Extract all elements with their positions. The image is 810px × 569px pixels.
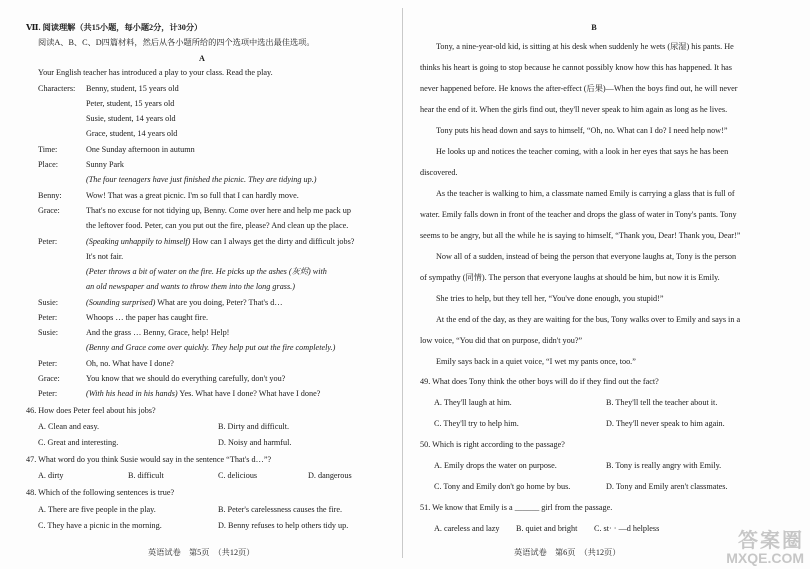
right-page — [404, 0, 810, 569]
instruction: 阅读A、B、C、D四篇材料，然后从各小题所给的四个选项中选出最佳选项。 — [38, 38, 315, 47]
option-50c[interactable]: C. Tony and Emily don't go home by bus. — [434, 482, 571, 491]
passage-line: low voice, “You did that on purpose, didn't you?” — [420, 336, 583, 345]
passage-a-title: A — [199, 54, 205, 63]
watermark-logo — [726, 531, 804, 565]
option-47a[interactable]: A. dirty — [38, 471, 64, 480]
stage-direction-inline: (With his head in his hands) — [86, 389, 178, 398]
passage-line: Tony, a nine-year-old kid, is sitting at his desk when suddenly he wets (尿湿) his pants. He — [436, 42, 734, 51]
place-value: Sunny Park — [86, 160, 124, 169]
speaker-label: Peter: — [38, 389, 58, 398]
passage-line: She tries to help, but they tell her, “You've done enough, you stupid!” — [436, 294, 664, 303]
option-49c[interactable]: C. They'll try to help him. — [434, 419, 519, 428]
option-46c[interactable]: C. Great and interesting. — [38, 438, 119, 447]
dialogue-text: How can I always get the dirty and difficult jobs? — [190, 237, 355, 246]
stage-direction: an old newspaper and wants to throw them into the long grass.) — [86, 282, 295, 291]
option-49a[interactable]: A. They'll laugh at him. — [434, 398, 512, 407]
dialogue-line: Wow! That was a great picnic. I'm so full that I can hardly move. — [86, 191, 299, 200]
speaker-label: Susie: — [38, 328, 59, 337]
option-46a[interactable]: A. Clean and easy. — [38, 422, 100, 431]
speaker-label: Grace: — [38, 206, 60, 215]
speaker-label: Peter: — [38, 237, 58, 246]
stage-direction-inline: (Speaking unhappily to himself) — [86, 237, 191, 246]
passage-b-title: B — [591, 23, 597, 32]
speaker-label: Grace: — [38, 374, 60, 383]
passage-line: seems to be angry, but all the while he is saying to himself, “Thank you, Dear! Thank you, Dear!” — [420, 231, 741, 240]
question-50: 50. Which is right according to the passage? — [420, 440, 565, 449]
option-51a[interactable]: A. careless and lazy — [434, 524, 500, 533]
stage-direction: (Benny and Grace come over quickly. They help put out the fire completely.) — [86, 343, 336, 352]
watermark-text: 答案圈 — [738, 530, 804, 552]
option-50a[interactable]: A. Emily drops the water on purpose. — [434, 461, 557, 470]
option-47c[interactable]: C. delicious — [218, 471, 258, 480]
dialogue-line: Whoops … the paper has caught fire. — [86, 313, 209, 322]
speaker-label: Susie: — [38, 298, 59, 307]
option-48d[interactable]: D. Benny refuses to help others tidy up. — [218, 521, 349, 530]
place-label: Place: — [38, 160, 59, 169]
option-51c[interactable]: C. st· · —d helpless — [594, 524, 660, 533]
dialogue-line: the leftover food. Peter, can you put out the fire, please? And clean up the place. — [86, 221, 349, 230]
passage-line: hear the end of it. When the girls find out, they'll never speak to him again as long as he lives. — [420, 105, 728, 114]
section-heading: Ⅶ. 阅读理解（共15小题，每小题2分，计30分） — [26, 23, 203, 32]
option-50b[interactable]: B. Tony is really angry with Emily. — [606, 461, 722, 470]
dialogue-text: Yes. What have I done? What have I done? — [177, 389, 321, 398]
passage-intro: Your English teacher has introduced a play to your class. Read the play. — [38, 68, 273, 77]
stage-direction-inline: (Sounding surprised) — [86, 298, 156, 307]
question-46: 46. How does Peter feel about his jobs? — [26, 406, 156, 415]
option-49b[interactable]: B. They'll tell the teacher about it. — [606, 398, 718, 407]
passage-line: of sympathy (同情). The person that everyone laughs at should be him, but now it is Emily. — [420, 273, 720, 282]
dialogue-line: You know that we should do everything carefully, don't you? — [86, 374, 286, 383]
page-footer: 英语试卷 第5页 （共12页） — [148, 548, 255, 557]
stage-direction: (Peter throws a bit of water on the fire. He picks up the ashes (灰烬) with — [86, 267, 327, 276]
speaker-label: Benny: — [38, 191, 62, 200]
question-47: 47. What word do you think Susie would say in the sentence “That's d…”? — [26, 455, 272, 464]
character-line: Peter, student, 15 years old — [86, 99, 175, 108]
option-50d[interactable]: D. Tony and Emily aren't classmates. — [606, 482, 728, 491]
option-47d[interactable]: D. dangerous — [308, 471, 352, 480]
stage-direction: (The four teenagers have just finished the picnic. They are tidying up.) — [86, 175, 317, 184]
passage-line: discovered. — [420, 168, 458, 177]
dialogue-text: What are you doing, Peter? That's d… — [155, 298, 283, 307]
passage-line: water. Emily falls down in front of the teacher and drops the glass of water in Tony's pants. Tony — [420, 210, 737, 219]
dialogue-line — [86, 299, 283, 307]
question-49: 49. What does Tony think the other boys will do if they find out the fact? — [420, 377, 659, 386]
dialogue-line: And the grass … Benny, Grace, help! Help! — [86, 328, 230, 337]
question-48: 48. Which of the following sentences is true? — [26, 488, 175, 497]
character-line: Benny, student, 15 years old — [86, 84, 179, 93]
option-48b[interactable]: B. Peter's carelessness causes the fire. — [218, 505, 343, 514]
left-page — [0, 0, 404, 569]
option-48a[interactable]: A. There are five people in the play. — [38, 505, 156, 514]
speaker-label: Peter: — [38, 359, 58, 368]
passage-line: He looks up and notices the teacher coming, with a look in her eyes that says he has been — [436, 147, 729, 156]
character-line: Susie, student, 14 years old — [86, 114, 176, 123]
speaker-label: Peter: — [38, 313, 58, 322]
dialogue-line — [86, 238, 354, 246]
passage-line: Emily says back in a quiet voice, “I wet my pants once, too.” — [436, 357, 636, 366]
passage-line: never happened before. He knows the after-effect (后果)—When the boys find out, he will never — [420, 84, 738, 93]
passage-line: Now all of a sudden, instead of being the person that everyone laughs at, Tony is the person — [436, 252, 737, 261]
passage-line: thinks his heart is going to stop because he cannot possibly know how this has happened. It has — [420, 63, 732, 72]
dialogue-line: Oh, no. What have I done? — [86, 359, 174, 368]
page-footer: 英语试卷 第6页 （共12页） — [514, 548, 621, 557]
dialogue-line: It's not fair. — [86, 252, 124, 261]
dialogue-line — [86, 390, 320, 398]
option-47b[interactable]: B. difficult — [128, 471, 164, 480]
watermark-url: MXQE.COM — [726, 550, 804, 566]
time-label: Time: — [38, 145, 58, 154]
option-51b[interactable]: B. quiet and bright — [516, 524, 578, 533]
option-48c[interactable]: C. They have a picnic in the morning. — [38, 521, 162, 530]
option-46b[interactable]: B. Dirty and difficult. — [218, 422, 290, 431]
passage-line: Tony puts his head down and says to himself, “Oh, no. What can I do? I need help now!” — [436, 126, 728, 135]
dialogue-line: That's no excuse for not tidying up, Benny. Come over here and help me pack up — [86, 206, 351, 215]
character-line: Grace, student, 14 years old — [86, 129, 178, 138]
passage-line: As the teacher is walking to him, a classmate named Emily is carrying a glass that is full of — [436, 189, 735, 198]
question-51: 51. We know that Emily is a ______ girl from the passage. — [420, 503, 613, 512]
time-value: One Sunday afternoon in autumn — [86, 145, 195, 154]
characters-label: Characters: — [38, 84, 76, 93]
option-49d[interactable]: D. They'll never speak to him again. — [606, 419, 725, 428]
option-46d[interactable]: D. Noisy and harmful. — [218, 438, 292, 447]
passage-line: At the end of the day, as they are waiting for the bus, Tony walks over to Emily and says in a — [436, 315, 741, 324]
